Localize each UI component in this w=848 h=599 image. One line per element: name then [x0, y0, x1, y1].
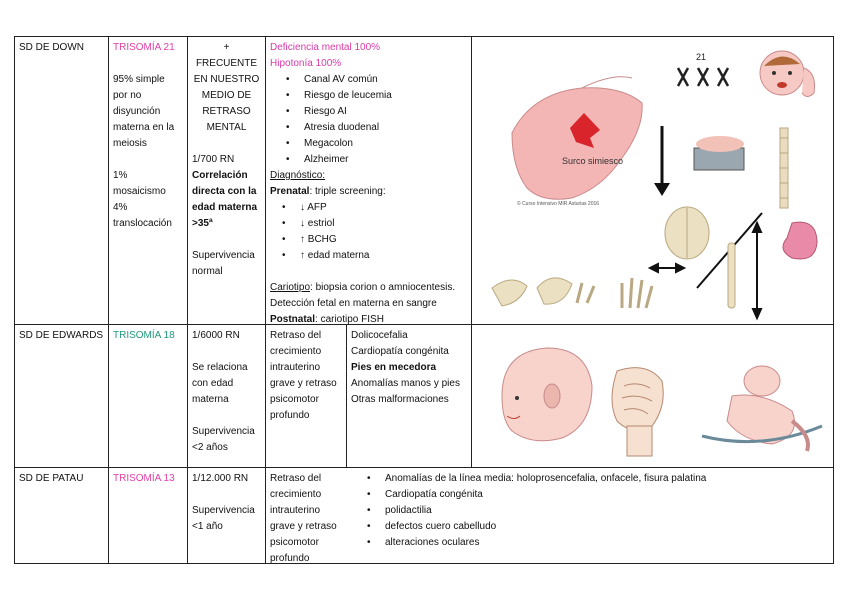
list-item: • Alzheimer — [270, 152, 467, 168]
freq-header-line: + FRECUENTE — [195, 42, 258, 69]
freq-header-line: MENTAL — [206, 122, 247, 133]
pelvis-icon — [492, 280, 527, 306]
features-cell — [266, 37, 471, 331]
arrow-down-icon — [654, 126, 670, 196]
list-item: • ↑ edad materna — [266, 248, 467, 264]
edwards-illustration-svg — [472, 326, 832, 466]
palm-label: Surco simiesco — [562, 156, 624, 166]
feature-highlight: Hipotonía 100% — [270, 58, 342, 69]
feature-line: Cardiopatía congénita — [351, 346, 449, 357]
detail-line: disyunción — [113, 106, 161, 117]
prenatal-text: : triple screening: — [309, 186, 386, 197]
list-item: • defectos cuero cabelludo — [351, 519, 829, 535]
syndrome-name-text: SD DE PATAU — [19, 473, 84, 484]
trisomy-label: TRISOMÍA 21 — [113, 42, 175, 53]
feature-highlight: Deficiencia mental 100% — [270, 42, 381, 53]
growth-line: psicomotor — [270, 537, 319, 548]
list-item: • Atresia duodenal — [270, 120, 467, 136]
features-list — [270, 72, 467, 168]
copyright-label: © Curso Intensivo MIR Asturias 2016 — [517, 201, 600, 207]
growth-line: Retraso del — [270, 473, 322, 484]
cariotipo-label: Cariotipo — [270, 282, 311, 293]
detail-line: 95% simple — [113, 74, 165, 85]
growth-line: profundo — [270, 553, 310, 564]
growth-line: intrauterino — [270, 505, 321, 516]
detail-line: mosaicismo — [113, 186, 166, 197]
detail-line: 1% — [113, 170, 128, 181]
feature-line: Dolicocefalia — [351, 330, 408, 341]
cariotipo-line — [270, 280, 467, 296]
down-illustration-svg — [472, 38, 832, 323]
frequency-value: 1/6000 RN — [192, 330, 240, 341]
list-item: • Riesgo AI — [270, 104, 467, 120]
growth-line: crecimiento — [270, 346, 322, 357]
survival-line: Supervivencia — [192, 426, 255, 437]
detail-line: meiosis — [113, 138, 147, 149]
survival-line: <2 años — [192, 442, 228, 453]
list-item: • Megacolon — [270, 136, 467, 152]
trisomy-label: TRISOMÍA 18 — [113, 330, 175, 341]
features-cell — [347, 468, 833, 554]
features-cell — [347, 325, 471, 411]
list-item: • alteraciones oculares — [351, 535, 829, 551]
syndromes-table — [14, 36, 834, 564]
frequency-cell — [188, 468, 265, 538]
correlation-line: directa con la — [192, 186, 257, 197]
edwards-illustration — [472, 326, 832, 466]
baby-body-icon — [744, 366, 780, 396]
diagnosis-title: Diagnóstico: — [270, 170, 326, 181]
syndrome-name-text: SD DE DOWN — [19, 42, 84, 53]
growth-line: profundo — [270, 410, 310, 421]
growth-line: Retraso del — [270, 330, 322, 341]
trisomy-label: TRISOMÍA 13 — [113, 473, 175, 484]
survival-line: normal — [192, 266, 223, 277]
trisomy-cell — [109, 325, 187, 347]
freq-extra-line: Se relaciona — [192, 362, 248, 373]
trisomy-cell — [109, 468, 187, 490]
growth-cell — [266, 325, 346, 427]
stomach-icon — [783, 222, 817, 259]
frequency-value: 1/12.000 RN — [192, 473, 249, 484]
list-item: • polidactilia — [351, 503, 829, 519]
frequency-cell — [188, 37, 265, 283]
fist-icon — [612, 368, 663, 430]
detail-line: translocación — [113, 218, 172, 229]
list-item: • Canal AV común — [270, 72, 467, 88]
survival-line: <1 año — [192, 521, 223, 532]
freq-header-line: EN NUESTRO — [193, 74, 260, 85]
frequency-value: 1/700 RN — [192, 154, 235, 165]
growth-line: intrauterino — [270, 362, 321, 373]
growth-line: grave y retraso — [270, 521, 337, 532]
features-list — [351, 471, 829, 551]
list-item: • ↑ BCHG — [266, 232, 467, 248]
growth-line: psicomotor — [270, 394, 319, 405]
spine-icon — [780, 128, 788, 208]
growth-line: crecimiento — [270, 489, 322, 500]
correlation-line: edad materna — [192, 202, 258, 213]
growth-line: grave y retraso — [270, 378, 337, 389]
syndrome-name-text: SD DE EDWARDS — [19, 330, 104, 341]
detail-line: materna en la — [113, 122, 175, 133]
syndrome-name — [15, 325, 108, 347]
list-item: • Riesgo de leucemia — [270, 88, 467, 104]
detail-line: 4% — [113, 202, 128, 213]
freq-extra-line: materna — [192, 394, 229, 405]
postnatal-label: Postnatal — [270, 314, 316, 325]
list-item: • Anomalías de la línea media: holoprosencefalia, onfacele, fisura palatina — [351, 471, 829, 487]
freq-extra-line: con edad — [192, 378, 234, 389]
list-item: • ↓ AFP — [266, 200, 467, 216]
trisomy-cell — [109, 37, 187, 235]
postnatal-text: : cariotipo FISH — [315, 314, 384, 325]
freq-header-line: RETRASO — [202, 106, 251, 117]
correlation-line: >35ª — [192, 218, 213, 229]
survival-line: Supervivencia — [192, 250, 255, 261]
femur-icon — [728, 243, 735, 308]
chromosome-icon — [678, 68, 728, 86]
survival-line: Supervivencia — [192, 505, 255, 516]
detail-line: por no — [113, 90, 142, 101]
freq-header-line: MEDIO DE — [201, 90, 252, 101]
detection-text: Detección fetal en materna en sangre — [270, 298, 437, 309]
list-item: • Cardiopatía congénita — [351, 487, 829, 503]
syndrome-name — [15, 37, 108, 59]
feature-line: Otras malformaciones — [351, 394, 449, 405]
prenatal-line — [270, 184, 467, 200]
prenatal-label: Prenatal — [270, 186, 310, 197]
list-item: • ↓ estriol — [266, 216, 467, 232]
cariotipo-text: : biopsia corion o amniocentesis. — [310, 282, 456, 293]
chromosome-number: 21 — [696, 52, 707, 62]
growth-cell — [266, 468, 346, 570]
frequency-cell — [188, 325, 265, 459]
syndrome-name — [15, 468, 108, 490]
markers-list — [266, 200, 467, 264]
hand-bones-icon — [622, 278, 652, 308]
down-illustration — [472, 38, 832, 323]
correlation-line: Correlación — [192, 170, 248, 181]
feature-line: Anomalías manos y pies — [351, 378, 460, 389]
feature-bold: Pies en mecedora — [351, 362, 437, 373]
